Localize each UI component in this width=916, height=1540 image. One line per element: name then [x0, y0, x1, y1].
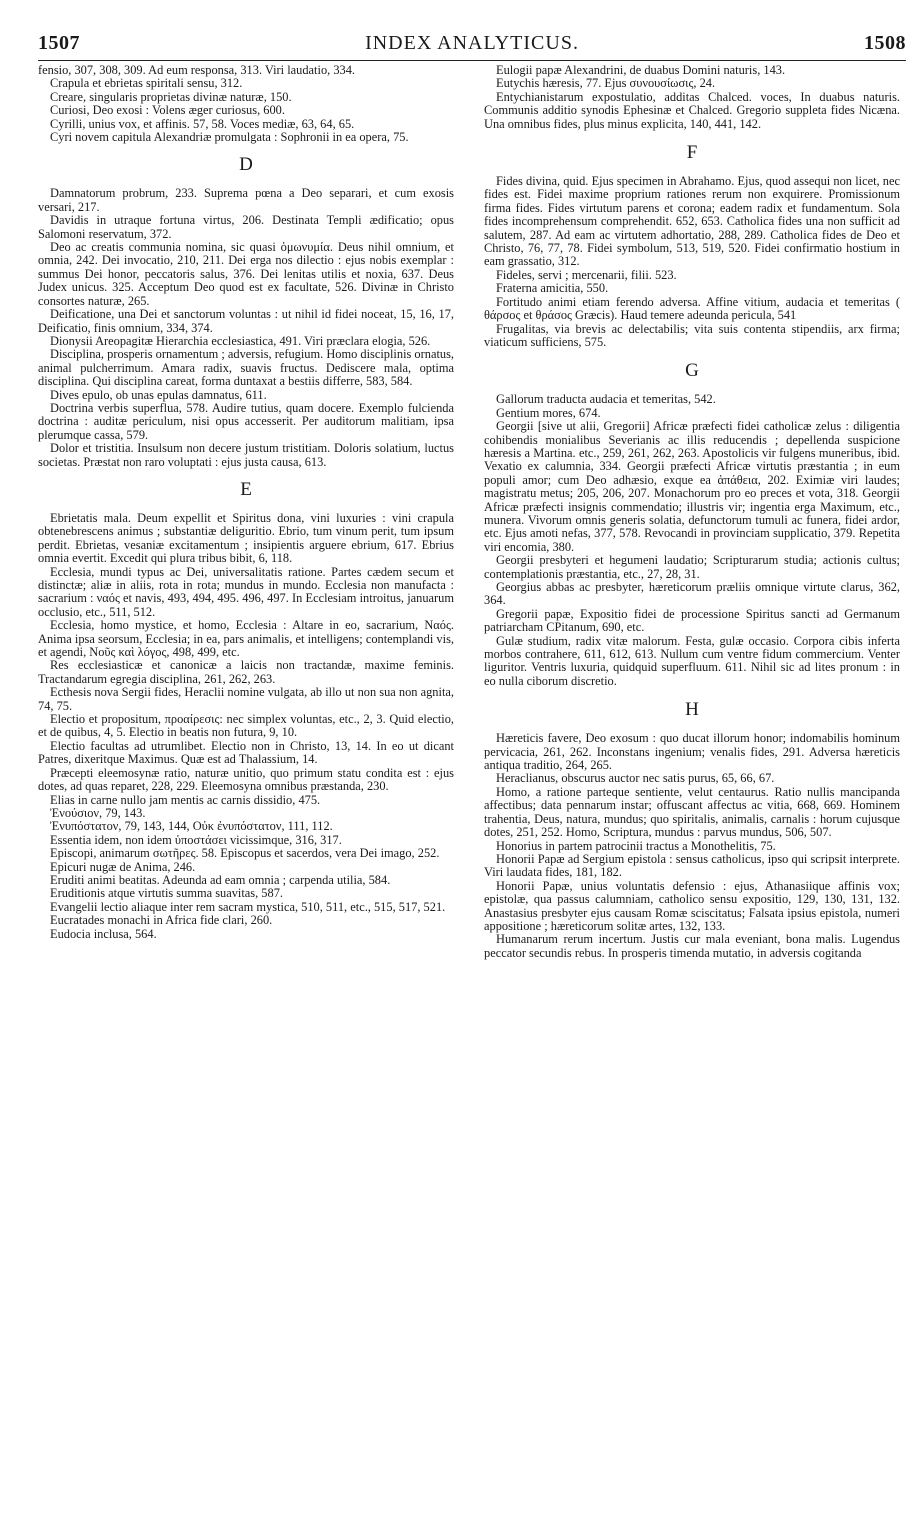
index-entry: Georgius abbas ac presbyter, hæreticorum præliis omnique virtute clarus, 362, 364.: [484, 580, 900, 608]
page-header: [38, 32, 906, 60]
index-entry: Cyri novem capitula Alexandriæ promulgata : Sophronii in ea opera, 75.: [50, 130, 409, 145]
index-entry: Elias in carne nullo jam mentis ac carnis dissidio, 475.: [50, 792, 321, 807]
index-entry: Eutychis hæresis, 77. Ejus συνουσίωσις, 24.: [496, 76, 716, 91]
index-entry: Frugalitas, via brevis ac delectabilis; vita suis contenta stipendiis, arx firma; viaticum sufficiens, 575.: [484, 321, 900, 349]
index-entry: Honorii Papæ ad Sergium epistola : sensus catholicus, ipso qui scripsit interprete. Viri laudata fides, 181, 182.: [484, 851, 900, 880]
index-entry: Doctrina verbis superflua, 578. Audire tutius, quam docere. Exemplo fulcienda doctrina : auditæ periculum, nisi opus accesserit. Per auditorum malitiam, ipsa plerumque cassa, 579.: [38, 400, 454, 442]
index-entry: Episcopi, animarum σωτῆρες. 58. Episcopus et sacerdos, vera Dei imago, 252.: [50, 846, 440, 861]
index-entry: Entychianistarum expostulatio, additas Chalced. voces, In duabus naturis. Communis additio synodis Ephesinæ et Chalced. Gregorio suppleta fides Nicæna. Una omnibus fides, plus minus explicita, 140, 441, 142.: [484, 89, 900, 131]
index-entry: Homo, a ratione parteque sentiente, velut centaurus. Ratio nullis mancipanda affectibus; data pennarum instar; offuscant affectus ac vitia, 668, 669. Hominem trahentia, Deus, natura, mundus; quo spiritalis, animalis, carnalis : horum cujusque dotes, 251, 252. Homo, Scriptura, mundus : parvus mundus, 506, 507.: [484, 784, 900, 840]
index-entry: Ebrietatis mala. Deum expellit et Spiritus dona, vini luxuries : vini crapula obtenebrescens animus ; substantiæ deliguritio. Ebrio, tum vinum perit, tum ipsum perdit. Ebrietas, vesaniæ excitamentum ; insipientis arguere ebrium, 617. Ebrius omnia evertit. Excedit qui plura tribus bibit, 6, 118.: [38, 510, 454, 566]
section-letter: D: [239, 154, 253, 176]
index-entry: Eulogii papæ Alexandrini, de duabus Domini naturis, 143.: [496, 63, 786, 77]
index-entry: Fortitudo animi etiam ferendo adversa. Affine vitium, audacia et temeritas ( θάρσος et θράσος Græcis). Haud temere adeunda pericula, 541: [484, 294, 900, 323]
index-entry: Heraclianus, obscurus auctor nec satis purus, 65, 66, 67.: [496, 771, 775, 786]
index-entry: Ecclesia, homo mystice, et homo, Ecclesia : Altare in eo, sacrarium, Ναός. Anima ipsa seorsum, Ecclesia; in ea, pars animalis, et intelligens; contemplandi vis, et agendi, Νοῦς καὶ λόγος, 498, 499, etc.: [38, 618, 454, 660]
index-entry: Evangelii lectio aliaque inter rem sacram mystica, 510, 511, etc., 515, 517, 521.: [50, 899, 446, 914]
index-entry: Res ecclesiasticæ et canonicæ a laicis non tractandæ, maxime feminis. Tractandarum egregia disciplina, 261, 262, 263.: [38, 658, 454, 686]
index-entry: Fraterna amicitia, 550.: [496, 281, 609, 296]
running-title: INDEX ANALYTICUS.: [365, 32, 579, 54]
index-entry: Ἐνυπόστατον, 79, 143, 144, Οὐκ ἐνυπόστατον, 111, 112.: [50, 819, 333, 834]
index-entry: Humanarum rerum incertum. Justis cur mala eveniant, bona malis. Lugendus peccator secundis rebus. In prosperis timenda mutatio, in adversis cogitanda: [484, 932, 900, 960]
index-entry: Disciplina, prosperis ornamentum ; adversis, refugium. Homo disciplinis ornatus, animal pulcherrimum. Amara radix, suavis fructus. Dediscere mala, optima disciplina. Qui disciplina careat, forma duntaxat a bestiis differre, 583, 584.: [38, 347, 455, 389]
index-entry: Eruditionis atque virtutis summa suavitas, 587.: [50, 886, 283, 901]
index-entry: Deo ac creatis communia nomina, sic quasi ὁμωνυμία. Deus nihil omnium, et omnia, 242. Dei invocatio, 210, 211. Dei erga nos dilectio : ejus nobis exemplar : summus Dei honor, peccatoris salus, 376. Dei lenitas utilis et noxia, 637. Deus Judex unicus. 325. Acceptum Deo quod est ex facultate, 526. Divinæ in Christo consortes naturæ, 265.: [38, 240, 454, 308]
section-letter: E: [240, 478, 252, 500]
index-entry: Georgii presbyteri et hegumeni laudatio; Scripturarum studia; actionis cultus; contemplationis præstantia, etc., 27, 28, 31.: [484, 553, 900, 581]
index-entry: Dolor et tristitia. Insulsum non decere justum tristitiam. Doloris solatium, luctus societas. Præstat non raro voluptati : ejus justa causa, 613.: [38, 441, 454, 469]
index-entry: Georgii [sive ut alii, Gregorii] Africæ præfecti fidei catholicæ zelus : diligentia cohibendis monialibus Severianis ac illis reducendis ; depellenda suspicione hæresis a Martina. etc., 259, 261, 262, 263. Apostolicis vir fulgens muneribus, ibid. Vexatio ex calumnia, 334. Georgii præfecti Africæ virtutis præstantia ; in eum populi amor; cum Deo adhæsio, exque ea ἀπάθεια, 202. Eximiæ viri laudes; magistratu metus; 205, 206, 207. Monachorum pro eo preces et vota, 318. Georgii Africæ præfecti insignis commendatio; illustris vir; ingentia erga Maximum, etc., munera. Vivorum omnis generis solatia, defunctorum tumuli ac funera, fidei ardor, etc. Ejus amoti nefas, 377, 578. Revocandi in provinciam supplicatio, 379. Repetita viri encomia, 380.: [484, 419, 900, 554]
header-rule: [38, 60, 906, 61]
index-entry: Electio et propositum, προαίρεσις: nec simplex voluntas, etc., 2, 3. Quid electio, et de quibus, 4, 5. Electio in beatis non futura, 9, 10.: [38, 712, 454, 740]
index-entry: Hæreticis favere, Deo exosum : quo ducat illorum honor; indomabilis hominum pervicacia, 261, 262. Inconstans ingenium; venalis fides, 291. Adversa hæreticis antiqua traditio, 264, 265.: [484, 731, 900, 773]
index-entry: Ecthesis nova Sergii fides, Heraclii nomine vulgata, ab illo ut non sua non agnita, 74, 75.: [38, 685, 454, 713]
index-entry: Gallorum traducta audacia et temeritas, 542.: [496, 392, 716, 407]
index-entry: Eucratades monachi in Africa fide clari, 260.: [50, 913, 273, 928]
index-entry: Gregorii papæ, Expositio fidei de processione Spiritus sancti ad Germanum patriarcham CPitanum, 690, etc.: [484, 606, 900, 635]
index-entry: fensio, 307, 308, 309. Ad eum responsa, 313. Viri laudatio, 334.: [38, 63, 356, 77]
index-entry: Crapula et ebrietas spiritali sensu, 312.: [50, 76, 243, 91]
index-entry: Eudocia inclusa, 564.: [50, 926, 157, 941]
index-entry: Fideles, servi ; mercenarii, filii. 523.: [496, 267, 677, 282]
index-entry: Præcepti eleemosynæ ratio, naturæ unitio, quo primum statu condita est : ejus dotes, ad quas reparet, 228, 229. Eleemosyna omnibus præstanda, 230.: [38, 765, 454, 794]
index-entry: Electio facultas ad utrumlibet. Electio non in Christo, 13, 14. In eo ut dicant Patres, dixeritque Maximus. Quæ est ad Thalassium, 14.: [38, 738, 454, 767]
index-entry: Cyrilli, unius vox, et affinis. 57, 58. Voces mediæ, 63, 64, 65.: [50, 116, 355, 131]
index-entry: Dionysii Areopagitæ Hierarchia ecclesiastica, 491. Viri præclara elogia, 526.: [50, 333, 431, 348]
section-letter: F: [686, 142, 698, 164]
right-column: [484, 64, 900, 960]
index-entry: Creare, singularis proprietas divinæ naturæ, 150.: [50, 89, 292, 104]
index-entry: Ἐνούσιον, 79, 143.: [50, 805, 146, 820]
index-entry: Davidis in utraque fortuna virtus, 206. Destinata Templi ædificatio; opus Salomoni reservatum, 372.: [38, 213, 454, 241]
page-number-left: 1507: [38, 32, 80, 54]
index-entry: Dives epulo, ob unas epulas damnatus, 611.: [50, 387, 267, 402]
section-letter: H: [685, 699, 699, 721]
index-entry: Fides divina, quid. Ejus specimen in Abrahamo. Ejus, quod assequi non licet, nec fides est. Fidei maxime proprium rationes rerum non exquirere. Promissionum firma fides. Fides virtutum parens et corona; eadem radix et fundamentum. Sola fides incomprehensum comprehendit. 652, 653. Catholica fides una non sufficit ad salutem, 287. Ad eam ac virtutem adhortatio, 288, 289. Catholica fides de Deo et Christo, 76, 77, 78. Fidei symbolum, 513, 519, 520. Fidei confirmatio hostium in eam grassatio, 312.: [484, 174, 900, 269]
index-entry: Essentia idem, non idem ὑποστάσει vicissimque, 316, 317.: [50, 832, 342, 847]
index-entry: Gulæ studium, radix vitæ malorum. Festa, gulæ occasio. Corpora cibis inferta morbos contrahere, 611, 612, 613. Nullum cum ventre fidum commercium. Venter liguritor. Ventris luxuria, quidquid superfluum. 611. Nihil sic ad lites pronum : in eo nulla ciborum discretio.: [484, 633, 900, 688]
index-entry: Deificatione, una Dei et sanctorum voluntas : ut nihil id fidei noceat, 15, 16, 17, Deificatio, finis omnium, 334, 374.: [38, 307, 454, 335]
index-entry: Ecclesia, mundi typus ac Dei, universalitatis ratione. Partes cædem secum et distinctæ; aliæ in aliis, rota in rota; mundus in mundo. Ecclesia non manufacta : sacrarium : ναός et navis, 493, 494, 495. 496, 497. In Ecclesiam introitus, januarum occlusio, etc., 511, 512.: [38, 564, 454, 619]
index-entry: Gentium mores, 674.: [496, 405, 601, 420]
index-entry: Epicuri nugæ de Anima, 246.: [50, 859, 196, 874]
index-entry: Damnatorum probrum, 233. Suprema pœna a Deo separari, et cum exosis versari, 217.: [38, 186, 454, 214]
index-entry: Honorius in partem patrocinii tractus a Monothelitis, 75.: [496, 838, 776, 853]
index-entry: Eruditi animi beatitas. Adeunda ad eam omnia ; carpenda utilia, 584.: [50, 872, 391, 887]
page-number-right: 1508: [864, 32, 906, 54]
section-letter: G: [685, 360, 699, 382]
left-column: [38, 64, 454, 941]
index-entry: Honorii Papæ, unius voluntatis defensio : ejus, Athanasiique affinis vox; epistolæ, qua passus calumniam, catholico sensu expositio, 129, 130, 131, 132. Anastasius presbyter ejus causam Romæ sciscitatus; Falsata ipsius epistola, numeri appositione ; hæreticorum solitæ artes, 132, 133.: [484, 878, 900, 933]
index-entry: Curiosi, Deo exosi : Volens æger curiosus, 600.: [50, 103, 285, 118]
